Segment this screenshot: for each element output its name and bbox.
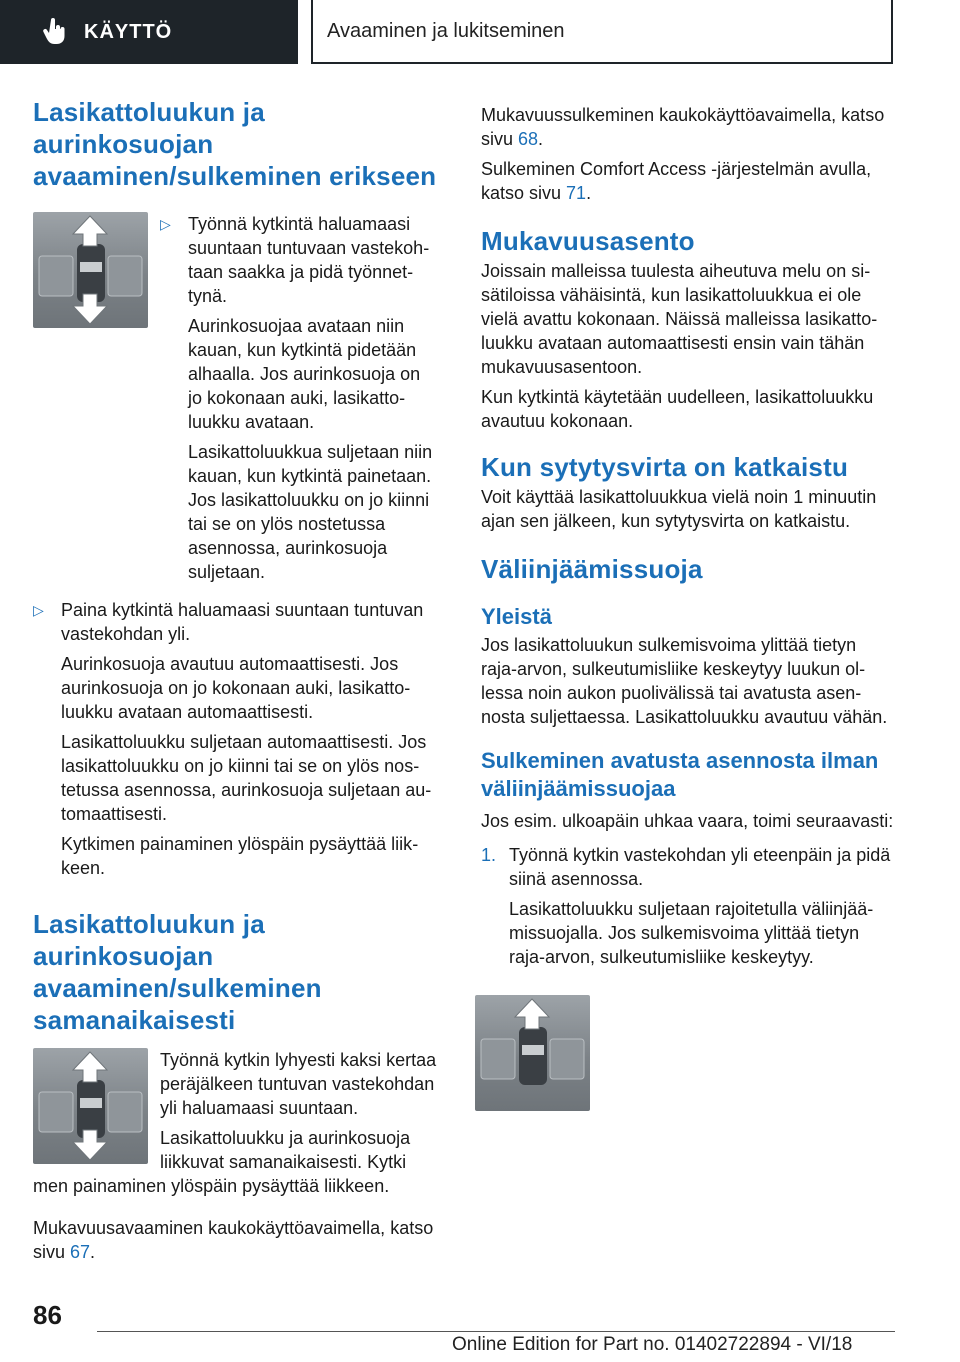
- paragraph: Jos esim. ulkoapäin uhkaa vaara, toimi seuraavasti:: [481, 811, 894, 831]
- fig2-block: [33, 1048, 447, 1174]
- edition-note: Online Edition for Part no. 01402722894 - VI/18: [452, 1334, 853, 1355]
- heading-closing-without-protection: Sulkeminen avatusta asennosta ilman väliinjäämissuojaa: [481, 748, 879, 801]
- page-link-68[interactable]: 68: [518, 129, 539, 149]
- list-item: [160, 212, 435, 590]
- paragraph-comfort-open: Mukavuusavaaminen kaukokäyttöavaimella, katso sivu 67.: [33, 1218, 434, 1262]
- heading-simultaneous-operation: Lasikattoluukun ja aurinkosuojan avaaminen/sulkeminen samanaikaisesti: [33, 909, 322, 1035]
- paragraph: Joissain malleissa tuulesta aiheutuva melu on sisätiloissa vähäisintä, kun lasikattoluukkua ei ole vielä avattu kokonaan. Näissä malleissa lasikattoluukku avataan automaattisesti ensin vain tähän mukavuusasentoon.: [481, 261, 878, 377]
- fig1-block: [33, 212, 447, 596]
- hand-pointer-icon: [40, 17, 70, 47]
- heading-separate-operation: Lasikattoluukun ja aurinkosuojan avaaminen/sulkeminen erikseen: [33, 97, 437, 191]
- switch-figure-2: [33, 1048, 148, 1164]
- right-column: [481, 103, 897, 1111]
- switch-figure-3: [475, 995, 590, 1111]
- step-number: 1.: [481, 845, 497, 865]
- chapter-tab: [311, 0, 893, 64]
- bullet-paragraph: Kytkimen painaminen ylöspäin pysäyttää liikkeen.: [61, 834, 419, 878]
- heading-pinch-protection: Väliinjäämissuoja: [481, 554, 703, 584]
- triangle-bullet-icon: ▷: [160, 216, 171, 232]
- paragraph: Työnnä kytkin lyhyesti kaksi kertaa peräjälkeen tuntuvan vastekohdan yli haluamaasi suuntaan.: [160, 1050, 437, 1118]
- paragraph-comfort-close: Mukavuussulkeminen kaukokäyttöavaimella, katso sivu 68.: [481, 105, 885, 149]
- heading-comfort-position: Mukavuusasento: [481, 226, 695, 256]
- bullet-paragraph: Aurinkosuoja avautuu automaattisesti. Jos aurinkosuoja on jo kokonaan auki, lasikattoluukku avataan automaattisesti.: [61, 654, 411, 722]
- footer-divider: [97, 1331, 895, 1332]
- step-text: Työnnä kytkin vastekohdan yli eteenpäin ja pidä siinä asennossa.: [509, 845, 891, 889]
- step-paragraph: Lasikattoluukku suljetaan rajoitetulla väliinjäämissuojalla. Jos sulkemisvoima ylittää tietyn raja-arvon, sulkeutumisliike keskeytyy.: [509, 899, 874, 967]
- paragraph: Voit käyttää lasikattoluukkua vielä noin 1 minuutin ajan sen jälkeen, kun sytytysvirta on katkaistu.: [481, 487, 877, 531]
- section-label: KÄYTTÖ: [84, 20, 173, 43]
- bullet-paragraph: Lasikattoluukku suljetaan automaattisesti. Jos lasikattoluukku on jo kiinni tai se on ylös nostetussa asennossa, aurinkosuoja suljetaan automaattisesti.: [61, 732, 432, 824]
- paragraph: Kun kytkintä käytetään uudelleen, lasikattoluukku avautuu kokonaan.: [481, 387, 874, 431]
- paragraph: men painaminen ylöspäin pysäyttää liikkeen.: [33, 1176, 390, 1196]
- paragraph: Lasikattoluukku ja aurinkosuoja liikkuvat samanaikaisesti. Kytki: [160, 1128, 411, 1172]
- fig2-text: [160, 1048, 447, 1174]
- heading-ignition-off: Kun sytytysvirta on katkaistu: [481, 452, 849, 482]
- page-link-67[interactable]: 67: [70, 1242, 91, 1262]
- bullet-text: Paina kytkintä haluamaasi suuntaan tuntuvan vastekohdan yli.: [61, 600, 424, 644]
- paragraph-comfort-access: Sulkeminen Comfort Access -järjestelmän avulla, katso sivu 71.: [481, 159, 872, 203]
- bullet-paragraph: Aurinkosuojaa avataan niin kauan, kun kytkintä pidetään alhaalla. Jos aurinkosuoja on jo kokonaan auki, lasikattoluukku avataan.: [188, 316, 421, 432]
- page-number: 86: [33, 1300, 62, 1330]
- list-item: [481, 843, 897, 975]
- switch-figure-1: [33, 212, 148, 328]
- list-item: [33, 598, 447, 886]
- bullet-text: Työnnä kytkintä haluamaasi suuntaan tuntuvaan vastekohtaan saakka ja pidä työnnettynä.: [188, 214, 430, 306]
- left-column: [33, 96, 447, 1264]
- triangle-bullet-icon: ▷: [33, 602, 44, 618]
- paragraph: Jos lasikattoluukun sulkemisvoima ylittää tietyn raja-arvon, sulkeutumisliike keskeytyy luukun ollessa noin aukon puolivälissä tai avatusta asennosta suljettaessa. Lasikattoluukku avautuu vähän.: [481, 635, 888, 727]
- fig1-text: [160, 212, 435, 596]
- bullet-paragraph: Lasikattoluukkua suljetaan niin kauan, kun kytkintä painetaan. Jos lasikattoluukku on jo kiinni tai se on ylös nostetussa asennossa, aurinkosuoja suljetaan.: [188, 442, 433, 582]
- heading-general: Yleistä: [481, 604, 552, 629]
- section-tab: [0, 0, 298, 64]
- chapter-label: Avaaminen ja lukitseminen: [327, 19, 565, 42]
- page-link-71[interactable]: 71: [566, 183, 587, 203]
